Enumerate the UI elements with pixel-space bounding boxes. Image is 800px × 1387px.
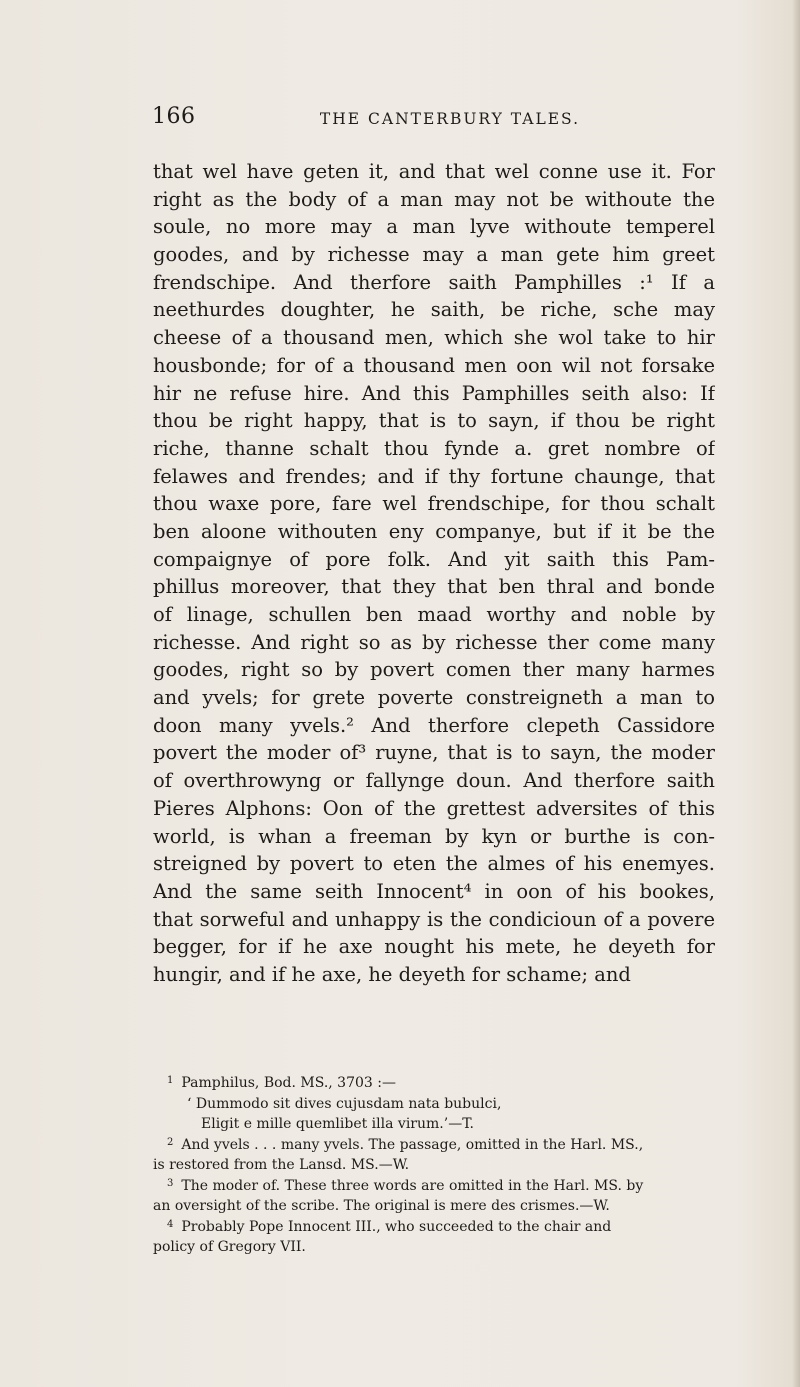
text-line: frendschipe. And therfore saith Pamphilles :¹ If a: [153, 270, 715, 294]
text-line: and yvels; for grete poverte constreigneth a man to: [153, 686, 715, 710]
text-line: thou be right happy, that is to sayn, if thou be right: [153, 409, 715, 433]
text-line: thou waxe pore, fare wel frendschipe, for thou schalt: [153, 492, 715, 516]
footnote-4: [153, 1217, 715, 1258]
footnote-1: [153, 1073, 715, 1135]
footnote-line: Eligit e mille quemlibet illa virum.’—T.: [201, 1116, 474, 1132]
text-line: felawes and frendes; and if thy fortune chaunge, that: [153, 464, 715, 488]
footnote-line: ‘ Dummodo sit dives cujusdam nata bubulci,: [187, 1095, 502, 1112]
footnote-marker: 3: [167, 1177, 174, 1189]
footnote-line: [153, 1217, 715, 1238]
footnote-line: [153, 1176, 715, 1197]
body-text: [153, 158, 715, 989]
text-line: that sorweful and unhappy is the condicioun of a povere: [153, 907, 715, 931]
page-number: 166: [152, 104, 196, 129]
footnote-text: Pamphilus, Bod. MS., 3703 :—: [181, 1075, 396, 1091]
footnote-line: [153, 1073, 715, 1094]
text-line: hungir, and if he axe, he deyeth for schame; and: [153, 962, 631, 986]
text-line: housbonde; for of a thousand men oon wil not forsake: [153, 353, 715, 377]
footnote-text: Probably Pope Innocent III., who succeeded to the chair and: [181, 1218, 612, 1235]
page-edge-shadow: [792, 0, 800, 1387]
text-line: of overthrowyng or fallynge doun. And therfore saith: [153, 769, 715, 793]
text-line: goodes, and by richesse may a man gete him greet: [153, 243, 715, 267]
footnote-marker: 4: [167, 1218, 174, 1230]
footnote-line: [153, 1135, 715, 1156]
text-line: richesse. And right so as by richesse ther come many: [153, 630, 715, 654]
text-line: world, is whan a freeman by kyn or burthe is con-: [153, 824, 715, 848]
footnote-line: is restored from the Lansd. MS.—W.: [153, 1157, 410, 1173]
footnote-marker: 2: [167, 1136, 174, 1148]
text-line: Pieres Alphons: Oon of the grettest adversites of this: [153, 796, 715, 820]
text-line: streigned by povert to eten the almes of his enemyes.: [153, 852, 715, 876]
text-line: povert the moder of³ ruyne, that is to sayn, the moder: [153, 741, 715, 765]
footnote-text: The moder of. These three words are omitted in the Harl. MS. by: [181, 1177, 644, 1194]
text-line: that wel have geten it, and that wel conne use it. For: [153, 160, 715, 183]
text-line: hir ne refuse hire. And this Pamphilles seith also: If: [153, 381, 715, 405]
text-line: goodes, right so by povert comen ther many harmes: [153, 658, 715, 682]
running-title: THE CANTERBURY TALES.: [319, 110, 581, 128]
footnote-line: policy of Gregory VII.: [153, 1239, 306, 1255]
text-line: doon many yvels.² And therfore clepeth Cassidore: [153, 713, 715, 737]
page-header: [152, 104, 712, 134]
footnote-3: [153, 1176, 715, 1217]
text-line: compaignye of pore folk. And yit saith this Pam-: [153, 547, 715, 571]
text-line: begger, for if he axe nought his mete, he deyeth for: [153, 935, 715, 959]
text-line: cheese of a thousand men, which she wol take to hir: [153, 326, 715, 350]
footnotes: [153, 1073, 715, 1258]
text-line: And the same seith Innocent⁴ in oon of his bookes,: [153, 879, 715, 903]
text-line: neethurdes doughter, he saith, be riche, sche may: [153, 298, 715, 322]
text-line: soule, no more may a man lyve withoute temperel: [153, 215, 715, 239]
footnote-text: And yvels . . . many yvels. The passage, omitted in the Harl. MS.,: [181, 1136, 644, 1153]
text-line: riche, thanne schalt thou fynde a. gret nombre of: [153, 436, 715, 460]
text-line: of linage, schullen ben maad worthy and noble by: [153, 603, 715, 626]
footnote-marker: 1: [167, 1075, 174, 1086]
text-line: phillus moreover, that they that ben thral and bonde: [153, 575, 715, 599]
text-line: ben aloone withouten eny companye, but if it be the: [153, 519, 715, 543]
footnote-2: [153, 1135, 715, 1176]
text-line: right as the body of a man may not be withoute the: [153, 187, 715, 211]
footnote-line: an oversight of the scribe. The original is mere des crismes.—W.: [153, 1198, 610, 1214]
